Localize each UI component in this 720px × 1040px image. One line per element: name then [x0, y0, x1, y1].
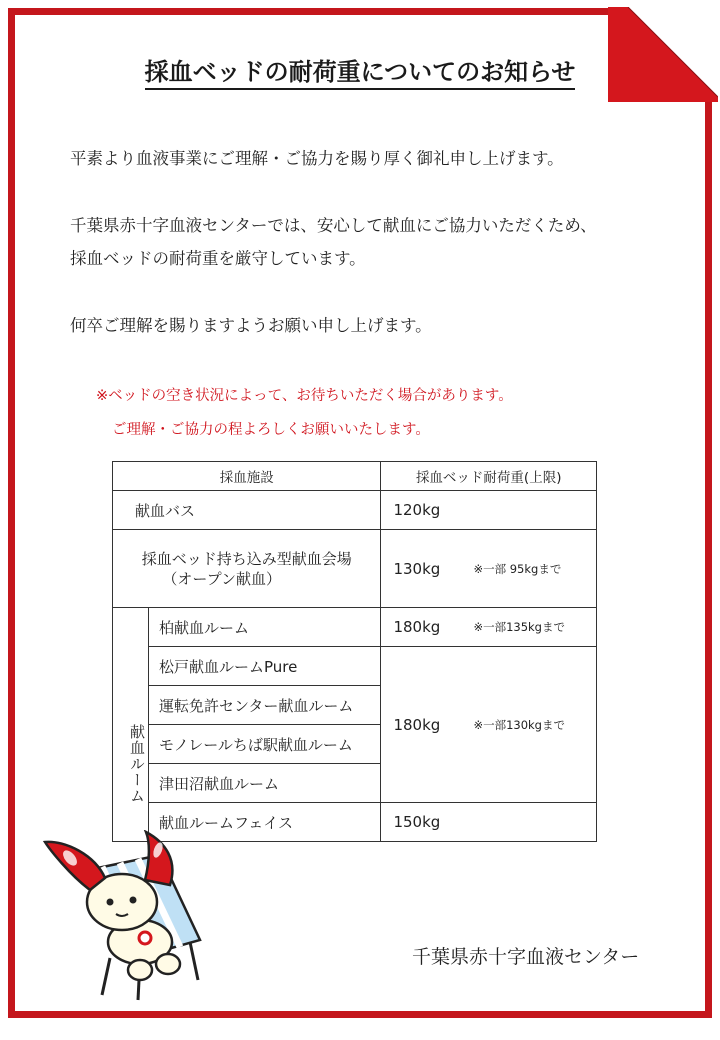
- row-bus-name: 献血バス: [113, 491, 381, 530]
- row-open-limit: [381, 530, 597, 608]
- header-facility: 採血施設: [113, 462, 381, 491]
- row-kashiwa-limit: [381, 608, 597, 647]
- open-name-line1: 採血ベッド持ち込み型献血会場: [141, 549, 352, 568]
- open-limit-value: 130kg: [393, 559, 441, 578]
- kashiwa-limit-note: ※一部135kgまで: [473, 620, 565, 634]
- request-paragraph: 何卒ご理解を賜りますようお願い申し上げます。: [70, 316, 432, 335]
- open-limit-note: ※一部 95kgまで: [473, 561, 562, 576]
- row-face-limit: 150kg: [381, 803, 597, 842]
- policy-line-1: 千葉県赤十字血液センターでは、安心して献血にご協力いただくため、: [70, 216, 597, 235]
- row-tsudanuma-name: 津田沼献血ルーム: [148, 764, 380, 803]
- row-bus-limit: 120kg: [381, 491, 597, 530]
- footer-organization: 千葉県赤十字血液センター: [412, 946, 640, 968]
- row-kashiwa-name: 柏献血ルーム: [148, 608, 380, 647]
- kashiwa-limit-value: 180kg: [393, 618, 441, 636]
- cooperation-note: ご理解・ご協力の程よろしくお願いいたします。: [112, 422, 430, 438]
- row-face-name: 献血ルームフェイス: [148, 803, 380, 842]
- greeting-paragraph: 平素より血液事業にご理解・ご協力を賜り厚く御礼申し上げます。: [70, 149, 564, 168]
- row-monorail-name: モノレールちば駅献血ルーム: [148, 725, 380, 764]
- room-group-label: 献血ルーム: [113, 608, 149, 842]
- waiting-note: ※ベッドの空き状況によって、お待ちいただく場合があります。: [96, 388, 513, 404]
- group-limit-value: 180kg: [393, 715, 441, 734]
- row-open-name: [113, 530, 381, 608]
- row-matsudo-name: 松戸献血ルームPure: [148, 647, 380, 686]
- mascot-illustration: [40, 830, 215, 1005]
- row-license-center-name: 運転免許センター献血ルーム: [148, 686, 380, 725]
- bed-load-table: [112, 461, 597, 842]
- group-limit-note: ※一部130kgまで: [473, 717, 565, 732]
- open-name-line2: （オープン献血）: [162, 569, 282, 588]
- row-group-limit: [381, 647, 597, 803]
- page-title: 採血ベッドの耐荷重についてのお知らせ: [0, 52, 720, 87]
- policy-line-2: 採血ベッドの耐荷重を厳守しています。: [70, 249, 366, 268]
- header-limit: 採血ベッド耐荷重(上限): [381, 462, 597, 491]
